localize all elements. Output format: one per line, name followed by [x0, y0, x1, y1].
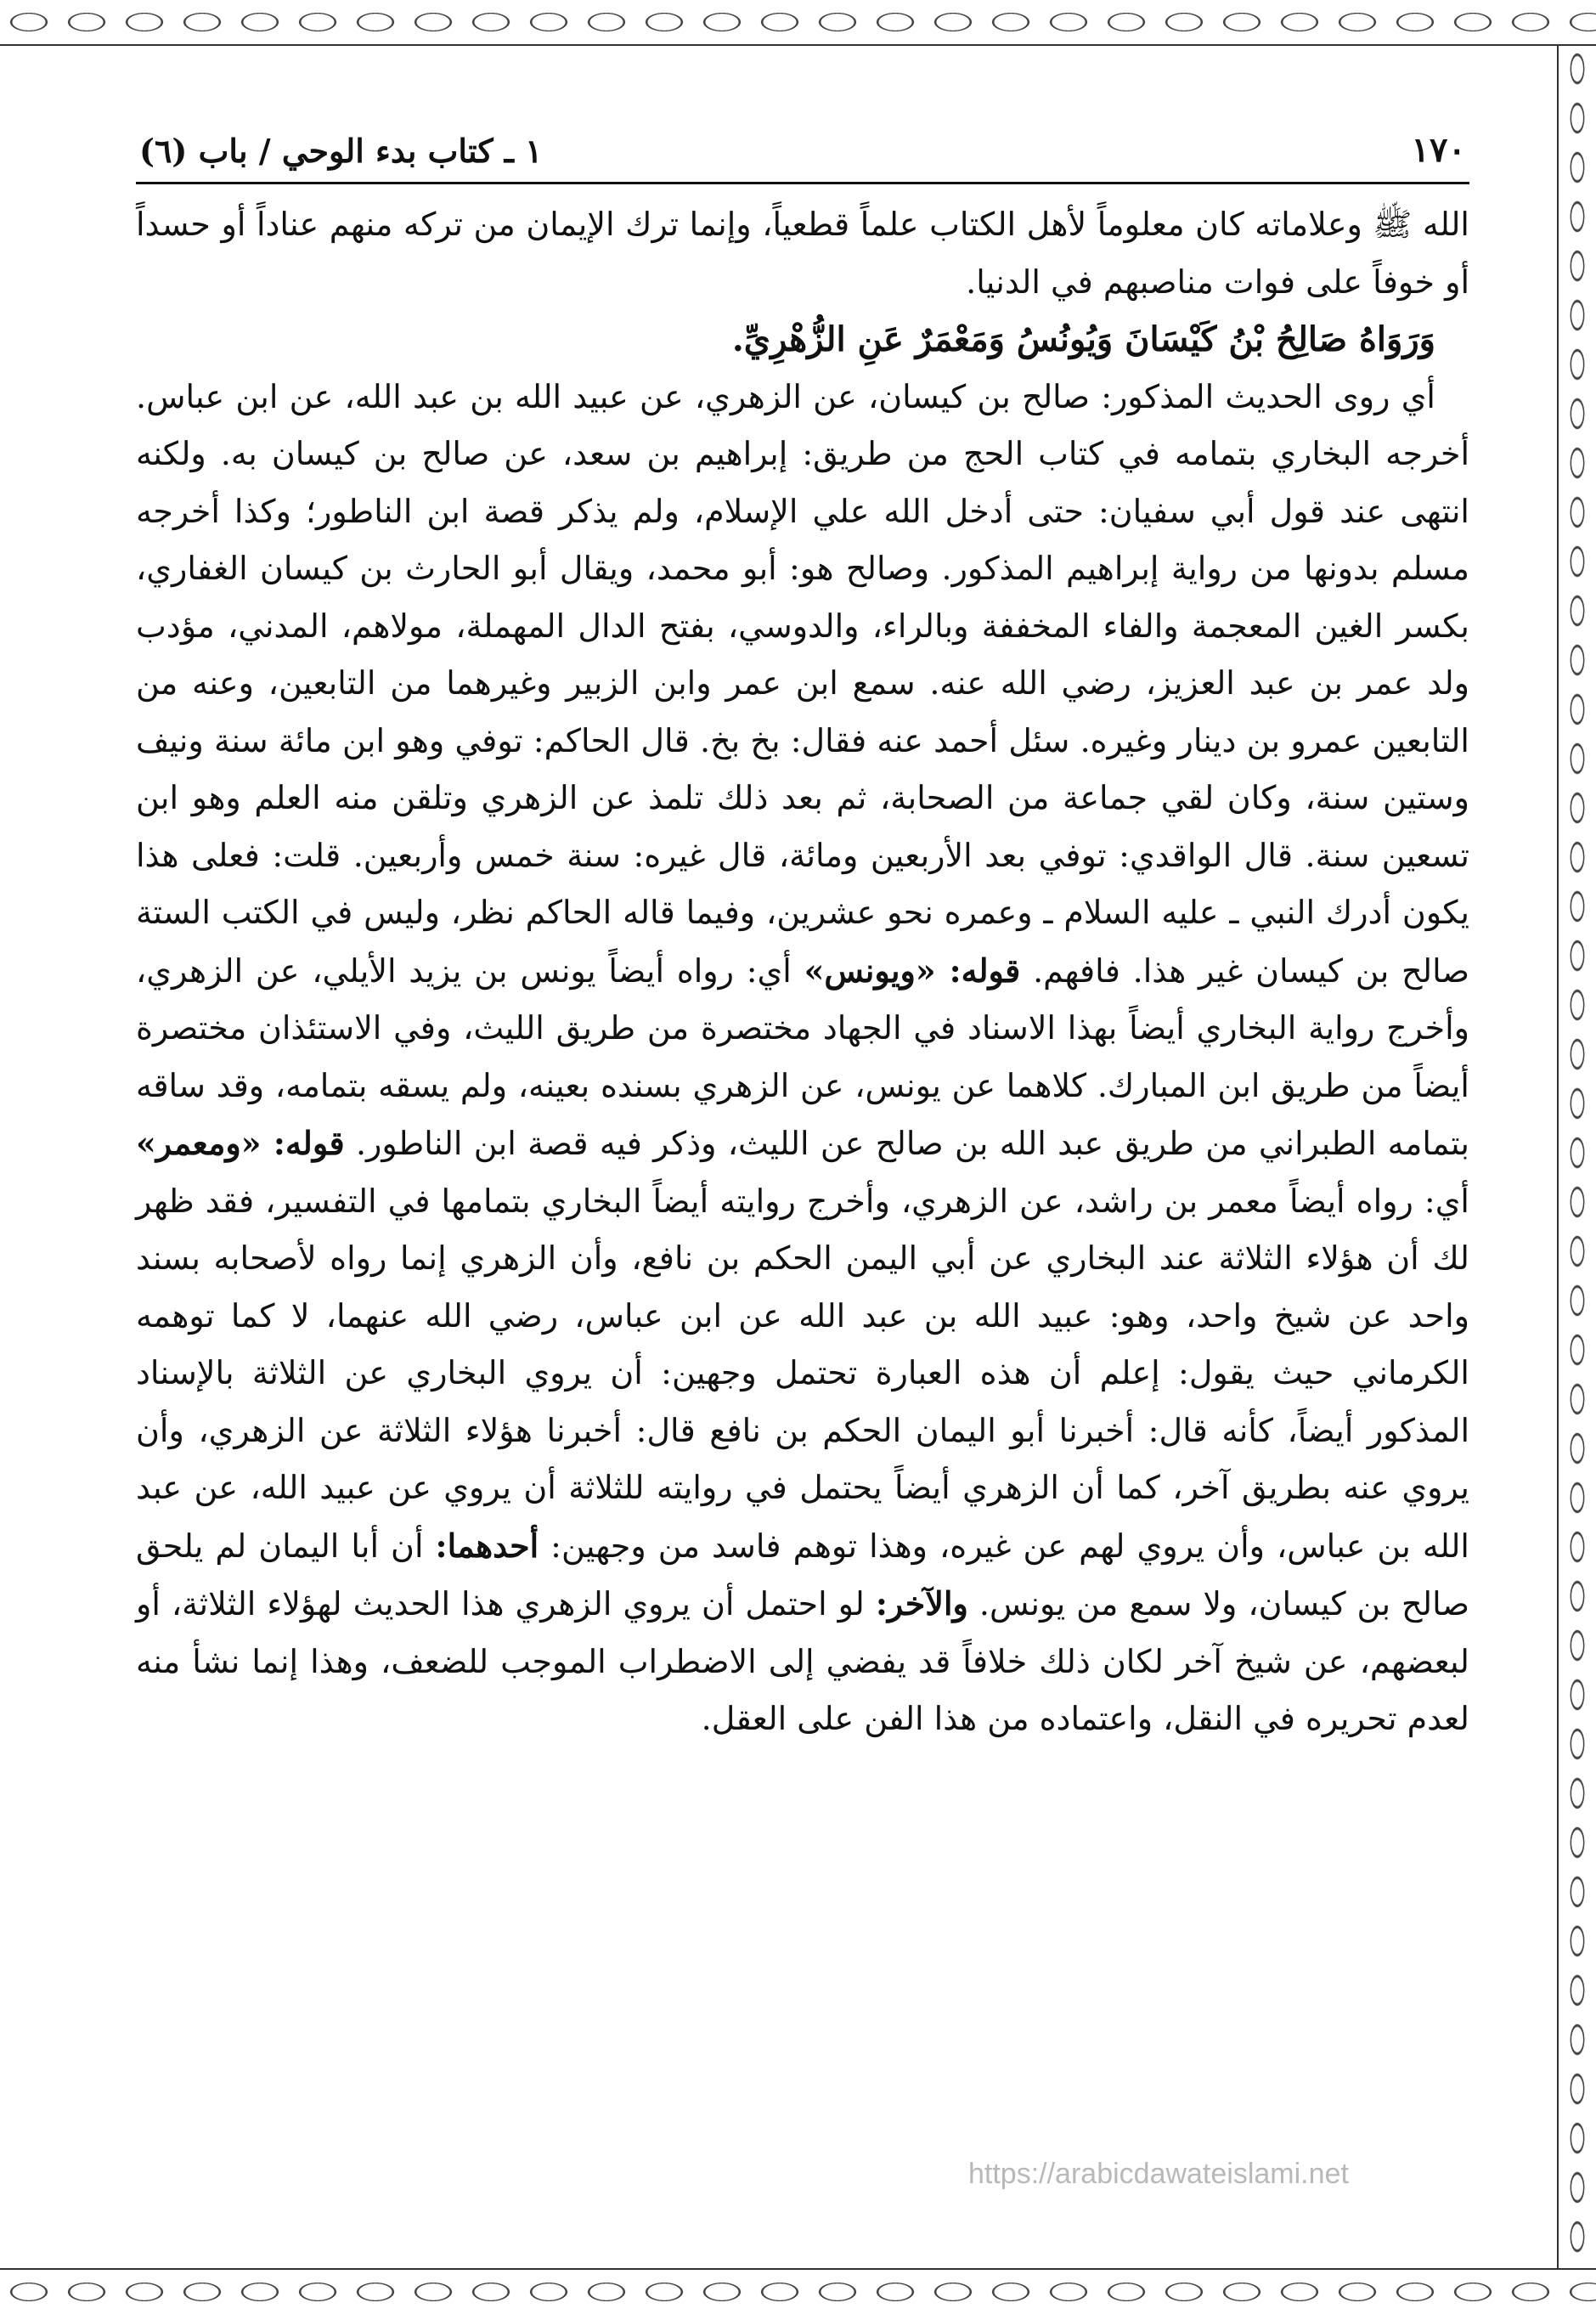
text-run: لو احتمل أن يروي الزهري هذا الحديث لهؤلاء الثلاثة، أو لبعضهم، عن شيخ آخر لكان ذلك خلافاً قد يفضي إلى الاضطراب الموجب للضعف، وهذا إنما نشأ منه لعدم تحريره في النقل، واعتماده من هذا الفن على العقل.: [136, 1585, 1469, 1737]
bold-lemma: والآخر:: [875, 1584, 968, 1623]
ornamental-border-top: [0, 0, 1596, 46]
running-header: [136, 110, 1469, 184]
page-number: ١٧٠: [1411, 130, 1466, 170]
ornamental-border-bottom: [0, 2268, 1596, 2314]
text-run: أي: رواه أيضاً يونس بن يزيد الأيلي، عن الزهري، وأخرج رواية البخاري أيضاً بهذا الاسناد في الجهاد مختصرة من طريق الليث، وفي الاستئذان مختصرة أيضاً من طريق ابن المبارك. كلاهما عن يونس، عن الزهري بسنده بعينه، ولم يسقه بتمامه، وقد ساقه بتمامه الطبراني من طريق عبد الله بن صالح عن الليث، وذكر فيه قصة ابن الناطور.: [136, 951, 1469, 1162]
ornamental-border-right: [1557, 44, 1596, 2270]
book-page: [136, 110, 1469, 1748]
body-text: [136, 196, 1469, 1748]
bold-lemma: أحدهما:: [435, 1526, 539, 1565]
paragraph-continuation: [136, 196, 1469, 311]
text-run: وَرَوَاهُ صَالِحُ بْنُ كَيْسَانَ وَيُونُسُ وَمَعْمَرٌ عَنِ الزُّهْرِيِّ.: [731, 319, 1435, 359]
bold-lemma: قوله: «ومعمر»: [136, 1124, 345, 1162]
text-run: أن أبا اليمان لم يلحق صالح بن كيسان، ولا سمع من يونس.: [136, 1527, 1469, 1623]
text-run: أي روى الحديث المذكور: صالح بن كيسان، عن الزهري، عن عبيد الله بن عبد الله، عن ابن عباس. أخرجه البخاري بتمامه في كتاب الحج من طريق: إبراهيم بن سعد، عن صالح بن كيسان به. ولكنه انتهى عند قول أبي سفيان: حتى أدخل الله علي الإسلام، ولم يذكر قصة ابن الناطور؛ وكذا أخرجه مسلم بدونها من رواية إبراهيم المذكور. وصالح هو: أبو محمد، ويقال أبو الحارث بن كيسان الغفاري، بكسر الغين المعجمة والفاء المخففة وبالراء، والدوسي، بفتح الدال المهملة، مولاهم، المدني، مؤدب ولد عمر بن عبد العزيز، رضي الله عنه. سمع ابن عمر وابن الزبير وغيرهما من التابعين، وعنه من التابعين عمرو بن دينار وغيره. سئل أحمد عنه فقال: بخ بخ. قال الحاكم: توفي وهو ابن مائة سنة ونيف وستين سنة، وكان لقي جماعة من الصحابة، ثم بعد ذلك تلمذ عن الزهري وتلقن منه العلم وهو ابن تسعين سنة. قال الواقدي: توفي بعد الأربعين ومائة، قال غيره: سنة خمس وأربعين. قلت: فعلى هذا يكون أدرك النبي ـ عليه السلام ـ وعمره نحو عشرين، وفيما قاله الحاكم نظر، وليس في الكتب الستة صالح بن كيسان غير هذا. فافهم.: [136, 377, 1469, 990]
text-run: الله ﷺ وعلاماته كان معلوماً لأهل الكتاب علماً قطعياً، وإنما ترك الإيمان من تركه منهم عناداً أو حسداً أو خوفاً على فوات مناصبهم في الدنيا.: [136, 206, 1469, 301]
hadith-matn: [136, 311, 1469, 369]
source-watermark: https://arabicdawateislami.net: [968, 2158, 1349, 2190]
text-run: أي: رواه أيضاً معمر بن راشد، عن الزهري، وأخرج روايته أيضاً البخاري بتمامها في التفسير، فقد ظهر لك أن هؤلاء الثلاثة عند البخاري عن أبي اليمن الحكم بن نافع، وأن الزهري إنما رواه لأصحابه بسند واحد عن شيخ واحد، وهو: عبيد الله بن عبد الله عن ابن عباس، رضي الله عنهما، لا كما توهمه الكرماني حيث يقول: إعلم أن هذه العبارة تحتمل وجهين: أن يروي البخاري عن الثلاثة بالإسناد المذكور أيضاً، كأنه قال: أخبرنا أبو اليمان الحكم بن نافع قال: أخبرنا هؤلاء الثلاثة عن الزهري، وأن يروي عنه بطريق آخر، كما أن الزهري أيضاً يحتمل في روايته للثلاثة أن يروي عن عبيد الله، عن عبد الله بن عباس، وأن يروي لهم عن غيره، وهذا توهم فاسد من وجهين:: [136, 1182, 1469, 1565]
chapter-title: ١ ـ كتاب بدء الوحي / باب (٦): [139, 132, 543, 170]
bold-lemma: قوله: «ويونس»: [804, 951, 1021, 990]
commentary-paragraph: [136, 369, 1469, 1748]
